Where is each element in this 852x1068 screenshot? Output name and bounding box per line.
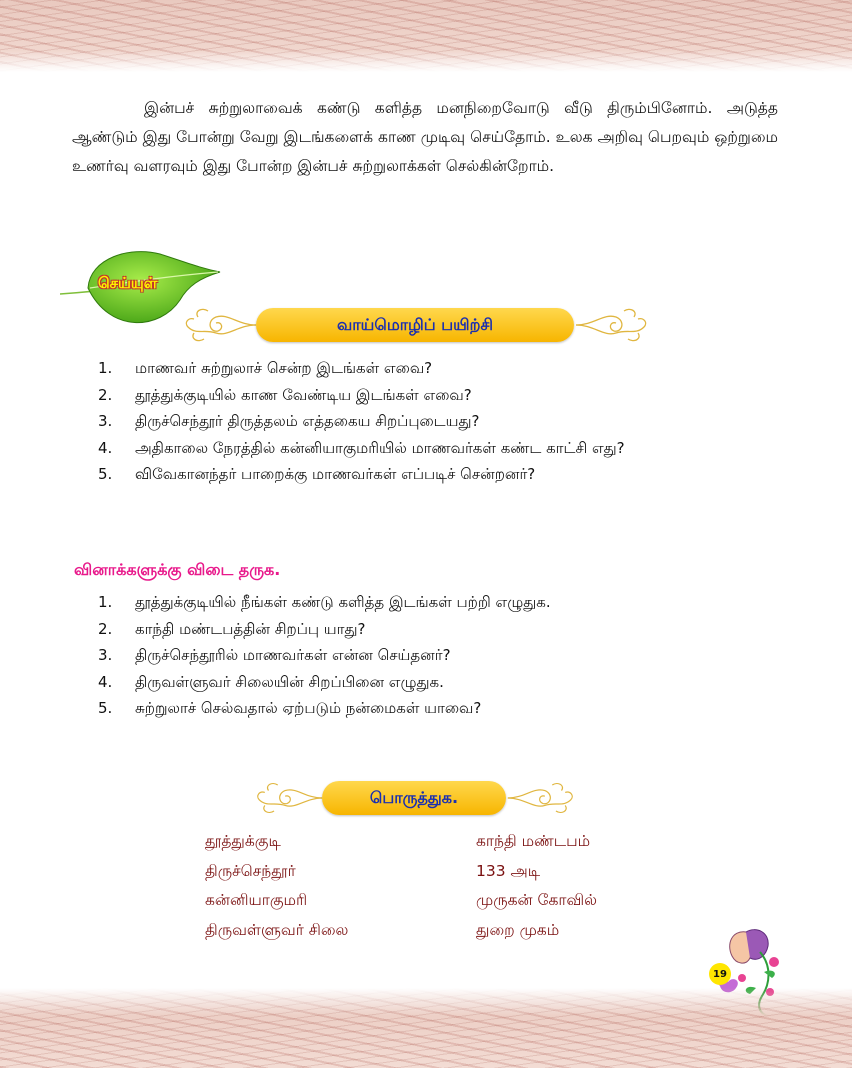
- left-ornament-icon: [250, 778, 324, 818]
- list-item: 4. அதிகாலை நேரத்தில் கன்னியாகுமரியில் மாணவர்கள் கண்ட காட்சி எது?: [98, 438, 625, 457]
- page-number-badge: 19: [709, 963, 731, 985]
- list-item: 1. மாணவர் சுற்றுலாச் சென்ற இடங்கள் எவை?: [98, 359, 433, 377]
- match-banner: பொருத்துக.: [322, 781, 506, 815]
- match-right-item: காந்தி மண்டபம்: [476, 832, 591, 850]
- list-item: 5. விவேகானந்தர் பாறைக்கு மாணவர்கள் எப்படிச் சென்றனர்?: [98, 465, 536, 483]
- right-ornament-icon: [506, 778, 580, 818]
- intro-paragraph: இன்பச் சுற்றுலாவைக் கண்டு களித்த மனநிறைவோடு வீடு திரும்பினோம். அடுத்த ஆண்டும் இது போன்று வேறு இடங்களைக் காண முடிவு செய்தோம். உலக அறிவு பெறவும் ஒற்றுமை உணர்வு வளரவும் இது போன்ற இன்பச் சுற்றுலாக்கள் செல்கின்றோம்.: [72, 99, 778, 175]
- list-item: 3. திருச்செந்தூரில் மாணவர்கள் என்ன செய்தனர்?: [98, 646, 451, 664]
- section-leaf-label: செய்யுள்: [98, 274, 158, 292]
- match-right-item: முருகன் கோவில்: [476, 891, 597, 909]
- left-ornament-icon: [178, 305, 258, 345]
- list-item: 2. காந்தி மண்டபத்தின் சிறப்பு யாது?: [98, 619, 366, 638]
- match-left-item: கன்னியாகுமரி: [205, 891, 308, 909]
- list-item: 5. சுற்றுலாச் செல்வதால் ஏற்படும் நன்மைகள் யாவை?: [98, 699, 482, 717]
- list-item: 1. தூத்துக்குடியில் நீங்கள் கண்டு களித்த இடங்கள் பற்றி எழுதுக.: [98, 593, 551, 611]
- match-left-item: தூத்துக்குடி: [205, 832, 281, 850]
- oral-question-list: [98, 359, 625, 492]
- decorative-script-band-top: [0, 0, 852, 72]
- match-right-column: [476, 832, 597, 950]
- match-right-item: துறை முகம்: [476, 920, 560, 939]
- list-item: 3. திருச்செந்தூர் திருத்தலம் எத்தகைய சிறப்புடையது?: [98, 412, 480, 430]
- match-left-item: திருவள்ளுவர் சிலை: [205, 920, 349, 939]
- oral-practice-banner: வாய்மொழிப் பயிற்சி: [256, 308, 574, 342]
- match-right-item: 133 அடி: [476, 861, 541, 880]
- answer-questions-heading: வினாக்களுக்கு விடை தருக.: [74, 560, 281, 579]
- match-left-column: [205, 832, 348, 950]
- match-left-item: திருச்செந்தூர்: [205, 861, 296, 880]
- right-ornament-icon: [574, 305, 654, 345]
- list-item: 2. தூத்துக்குடியில் காண வேண்டிய இடங்கள் எவை?: [98, 385, 472, 404]
- answer-question-list: [98, 593, 551, 726]
- list-item: 4. திருவள்ளுவர் சிலையின் சிறப்பினை எழுதுக.: [98, 672, 444, 691]
- decorative-script-band-bottom: [0, 988, 852, 1068]
